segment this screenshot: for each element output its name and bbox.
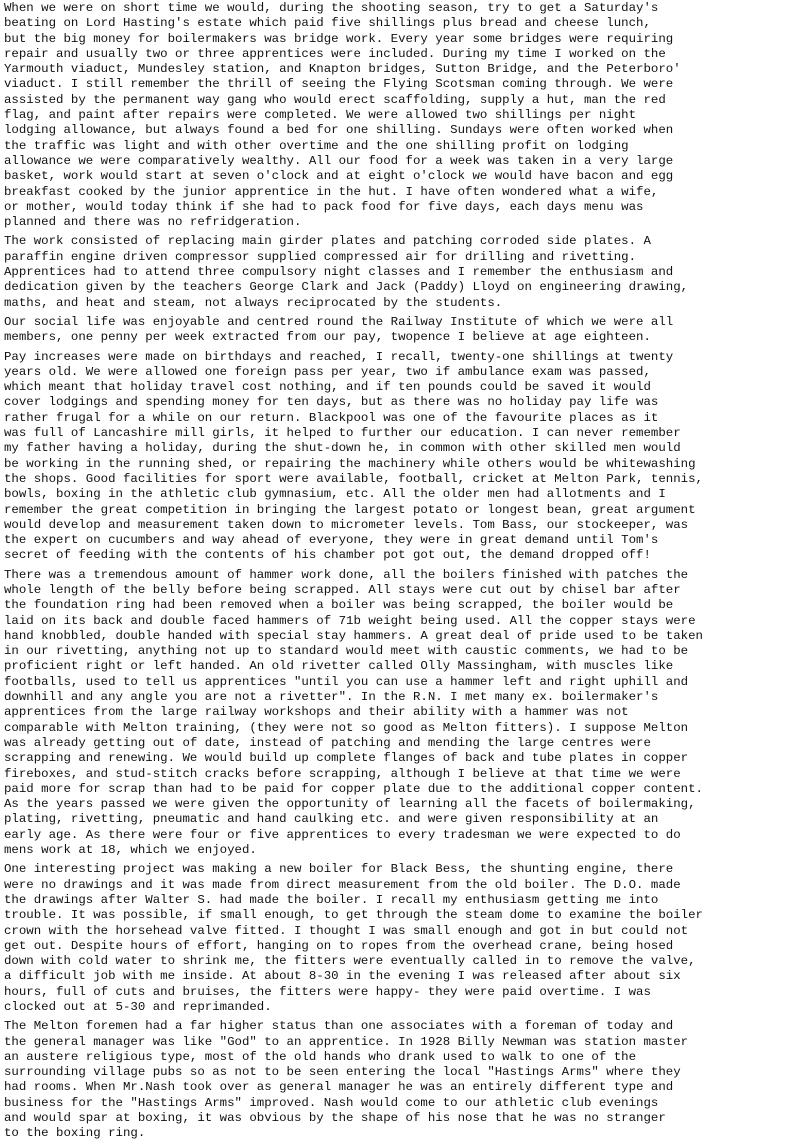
text-line: a difficult job with me inside. At about 8-30 in the evening I was released after about six [4,969,681,984]
paragraph [4,234,796,310]
text-line: Apprentices had to attend three compulsory night classes and I remember the enthusiasm and [4,265,674,280]
text-line: Our social life was enjoyable and centred round the Railway Institute of which we were all [4,314,674,329]
text-line: get out. Despite hours of effort, hanging on to ropes from the overhead crane, being hosed [4,938,674,953]
text-line: the general manager was like "God" to an apprentice. In 1928 Billy Newman was station master [4,1034,689,1049]
text-line: downhill and any angle you are not a rivetter". In the R.N. I met many ex. boilermaker's [4,690,659,705]
text-line: the traffic was light and with other overtime and the one shilling profit on lodging [4,138,629,153]
text-line: whole length of the belly before being scrapped. All stays were cut out by chisel bar after [4,582,681,597]
text-line: years old. We were allowed one foreign pass per year, two if ambulance exam was passed, [4,364,651,379]
text-line: had rooms. When Mr.Nash took over as general manager he was an entirely different type and [4,1080,674,1095]
text-line: scrapping and renewing. We would build up complete flanges of back and tube plates in copper [4,751,689,766]
paragraph [4,315,796,346]
text-line: beating on Lord Hasting's estate which paid five shillings plus bread and cheese lunch, [4,16,651,31]
text-line: breakfast cooked by the junior apprentice in the hut. I have often wondered what a wife, [4,184,659,199]
text-line: or mother, would today think if she had to pack food for five days, each days menu was [4,199,644,214]
paragraph [4,1,796,230]
text-line: trouble. It was possible, if small enough, to get through the steam dome to examine the boiler [4,908,703,923]
text-line: to the boxing ring. [4,1126,146,1141]
text-line: an austere religious type, most of the old hands who drank used to walk to one of the [4,1049,637,1064]
text-line: lodging allowance, but always found a bed for one shilling. Sundays were often worked when [4,123,674,138]
text-line: plating, rivetting, pneumatic and hand caulking etc. and were given responsibility at an [4,812,659,827]
text-line: Yarmouth viaduct, Mundesley station, and Knapton bridges, Sutton Bridge, and the Peterboro' [4,62,681,77]
text-line: paraffin engine driven compressor supplied compressed air for drilling and rivetting. [4,249,637,264]
text-line: business for the "Hastings Arms" improved. Nash would come to our athletic club evenings [4,1095,659,1110]
text-line: but the big money for boilermakers was bridge work. Every year some bridges were requiring [4,31,674,46]
text-line: members, one penny per week extracted from our pay, twopence I believe at age eighteen. [4,330,651,345]
text-line: rather frugal for a while on our return. Blackpool was one of the favourite places as it [4,410,659,425]
text-line: and would spar at boxing, it was obvious by the shape of his nose that he was no stranger [4,1111,666,1126]
text-line: in our rivetting, anything not up to standard would meet with caustic comments, we had to be [4,644,689,659]
text-line: The work consisted of replacing main girder plates and patching corroded side plates. A [4,234,651,249]
text-line: were no drawings and it was made from direct measurement from the old boiler. The D.O. made [4,877,681,892]
text-line: down with cold water to shrink me, the fitters were eventually called in to remove the valve, [4,954,696,969]
text-line: laid on its back and double faced hammers of 71b weight being used. All the copper stays were [4,613,696,628]
text-line: the expert on cucumbers and way ahead of everyone, they were in great demand until Tom's [4,533,659,548]
text-line: comparable with Melton training, (they were not so good as Melton fitters). I suppose Melton [4,720,689,735]
text-line: hand knobbled, double handed with special stay hammers. A great deal of pride used to be taken [4,628,703,643]
text-line: remember the great competition in bringing the largest potato or longest bean, great argument [4,502,696,517]
text-line: One interesting project was making a new boiler for Black Bess, the shunting engine, there [4,862,674,877]
text-line: dedication given by the teachers George Clark and Jack (Paddy) Lloyd on engineering drawing, [4,280,689,295]
text-line: Pay increases were made on birthdays and reached, I recall, twenty-one shillings at twenty [4,349,674,364]
text-line: secret of feeding with the contents of his chamber pot got out, the demand dropped off! [4,548,651,563]
text-line: allowance we were comparatively wealthy. All our food for a week was taken in a very large [4,153,674,168]
text-line: footballs, used to tell us apprentices "until you can use a hammer left and right uphill and [4,674,689,689]
text-line: crown with the horsehead valve fitted. I thought I was small enough and got in but could not [4,923,689,938]
text-line: assisted by the permanent way gang who would erect scaffolding, supply a hut, man the red [4,92,666,107]
text-line: hours, full of cuts and bruises, the fitters were happy- they were paid overtime. I was [4,984,651,999]
text-line: paid more for scrap than had to be paid for copper plate due to the additional copper content. [4,781,703,796]
paragraph [4,568,796,859]
text-line: proficient right or left handed. An old rivetter called Olly Massingham, with muscles like [4,659,674,674]
text-line: clocked out at 5-30 and reprimanded. [4,1000,272,1014]
text-line: early age. As there were four or five apprentices to every tradesman we were expected to do [4,827,681,842]
text-line: the shops. Good facilities for sport were available, football, cricket at Melton Park, tennis, [4,471,703,486]
paragraph [4,350,796,564]
paragraph [4,862,796,1015]
text-line: When we were on short time we would, during the shooting season, try to get a Saturday's [4,1,659,15]
text-line: planned and there was no refridgeration. [4,215,302,230]
text-line: basket, work would start at seven o'clock and at eight o'clock we would have bacon and egg [4,169,674,184]
text-line: was full of Lancashire mill girls, it helped to further our education. I can never remember [4,426,681,441]
text-line: surrounding village pubs so as not to be seen entering the local "Hastings Arms" where they [4,1065,681,1080]
text-line: was already getting out of date, instead of patching and mending the large centres were [4,735,651,750]
text-line: be working in the running shed, or repairing the machinery while others would be whitewashing [4,456,696,471]
text-line: As the years passed we were given the opportunity of learning all the facets of boilermaking, [4,797,696,812]
text-line: There was a tremendous amount of hammer work done, all the boilers finished with patches the [4,567,689,582]
text-line: apprentices from the large railway workshops and their ability with a hammer was not [4,705,629,720]
text-line: the foundation ring had been removed when a boiler was being scrapped, the boiler would be [4,598,674,613]
text-line: flag, and paint after repairs were completed. We were allowed two shillings per night [4,108,637,123]
text-line: The Melton foremen had a far higher status than one associates with a foreman of today and [4,1019,674,1034]
text-line: bowls, boxing in the athletic club gymnasium, etc. All the older men had allotments and I [4,487,666,502]
text-line: mens work at 18, which we enjoyed. [4,843,257,858]
text-line: maths, and heat and steam, not always reciprocated by the students. [4,295,503,310]
text-line: viaduct. I still remember the thrill of seeing the Flying Scotsman coming through. We were [4,77,674,92]
text-line: cover lodgings and spending money for ten days, but as there was no holiday pay life was [4,395,659,410]
text-line: the drawings after Walter S. had made the boiler. I recall my enthusiasm getting me into [4,892,659,907]
text-line: my father having a holiday, during the shut-down he, in common with other skilled men would [4,441,681,456]
paragraph [4,1019,796,1141]
text-line: repair and usually two or three apprentices were included. During my time I worked on the [4,46,666,61]
text-line: would develop and measurement taken down to micrometer levels. Tom Bass, our stockeeper, was [4,517,689,532]
text-line: fireboxes, and stud-stitch cracks before scrapping, although I believe at that time we were [4,766,681,781]
text-line: which meant that holiday travel cost nothing, and if ten pounds could be saved it would [4,380,651,395]
